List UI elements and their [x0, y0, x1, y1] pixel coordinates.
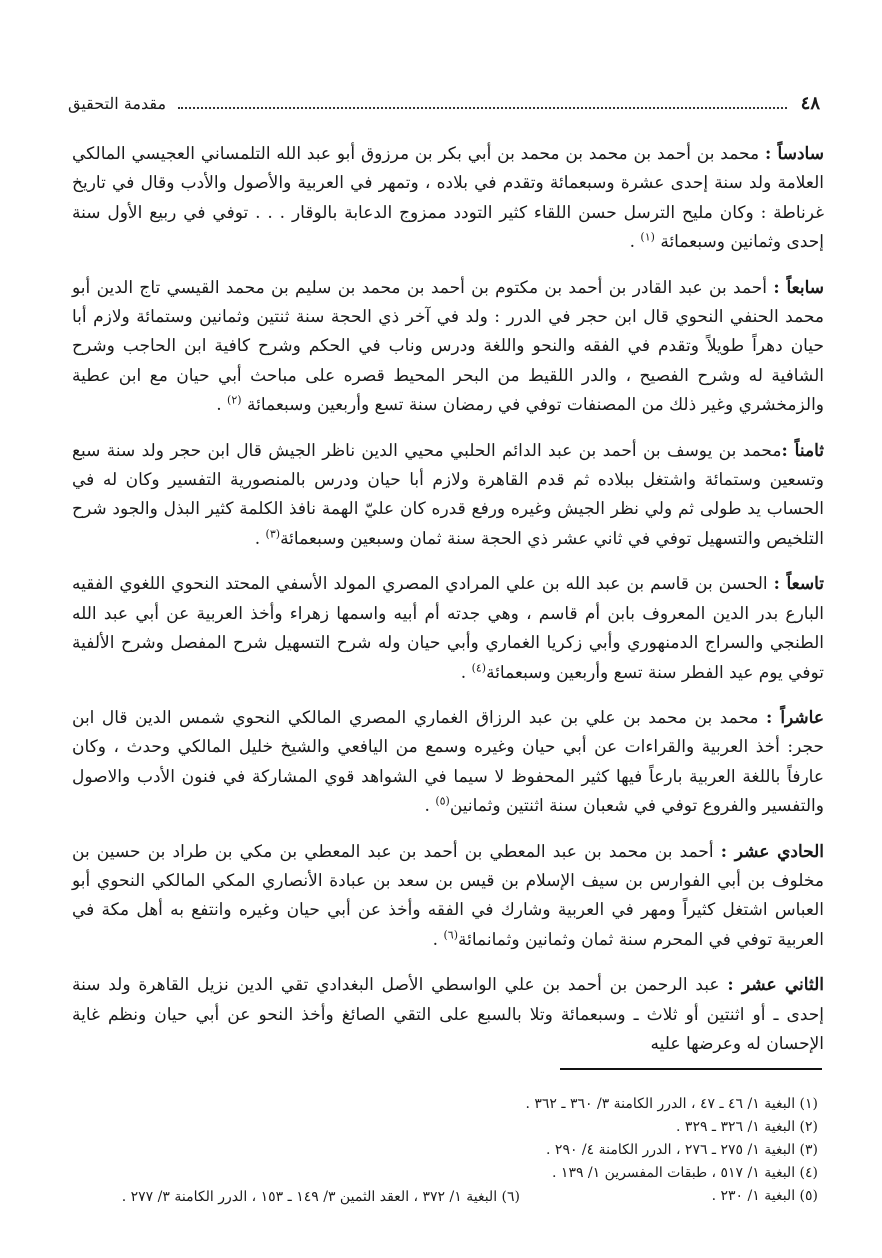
footnote-ref: (٥) [435, 794, 450, 808]
page-number: ٤٨ [800, 92, 820, 114]
paragraph-lead: الثاني عشر : [727, 975, 824, 996]
footnote-ref: (٦) [443, 928, 458, 942]
paragraph-lead: سابعاً : [773, 277, 824, 298]
paragraph-lead: سادساً : [764, 144, 824, 164]
footnote-ref: (٤) [471, 660, 487, 674]
section-title: مقدمة التحقيق [68, 93, 167, 113]
footnote-separator [560, 1068, 822, 1070]
footnote: (٤) البغية ١/ ٥١٧ ، طبقات المفسرين ١/ ١٣٩ . [552, 1165, 818, 1181]
paragraph [72, 437, 824, 555]
footnote-ref: (١) [640, 230, 655, 244]
paragraph-lead: ثامناً : [781, 440, 824, 461]
paragraph-tail: . [424, 796, 430, 817]
paragraph-text: أحمد بن عبد القادر بن أحمد بن مكتوم بن أحمد بن محمد بن سليم بن محمد القيسي تاج الدين أبو محمد الحنفي النحوي قال ابن حجر في الدرر : ولد في آخر ذي الحجة سنة ثنتين وثمانين وستمائة ولازم أبا حيان دهراً طويلاً وتقدم في الفقه والنحو واللغة ودرس وناب في الحكم وشرح كافية ابن الحاجب وشرح الشافية له وشرح الفصيح ، والدر اللقيط من البحر المحيط قصره على مباحث أبي حيان مع ابن عطية والزمخشري وغير ذلك من المصنفات توفي في رمضان سنة تسع وأربعين وسبعمائة [72, 277, 824, 416]
paragraph-text: محمد بن يوسف بن أحمد بن عبد الدائم الحلبي محيي الدين ناظر الجيش قال ابن حجر ولد سنة سبع وتسعين وستمائة واشتغل ببلاده ثم قدم القاهرة ولازم أبا حيان ودرس بالمنصورية التفسير وكان له في الحساب يد طولى ثم ولي نظر الجيش وغيره ورفع قدره كان عليّ الهمة نافذ الكلمة كثير البذل والجود شرح التلخيص والتسهيل توفي في ثاني عشر ذي الحجة سنة ثمان وسبعين وسبعمائة [72, 440, 824, 549]
paragraph [72, 570, 824, 688]
paragraph-tail: . [460, 662, 467, 683]
paragraph-text: أحمد بن محمد بن عبد المعطي بن أحمد بن عبد المعطي بن مكي بن طراد بن حسين بن مخلوف بن أبي الفوارس بن سيف الإسلام بن قيس بن سعد بن عبادة الأنصاري المكي المالكي النحوي أبو العباس اشتغل كثيراً ومهر في العربية وشارك في الفقه وأخذ عن أبي حيان وغيره وانتفع به أهل مكة في العربية توفي في المحرم سنة ثمان وثمانين وثمانمائة [72, 841, 824, 950]
footnote: (٢) البغية ١/ ٣٢٦ ـ ٣٢٩ . [676, 1119, 818, 1135]
main-text [72, 140, 824, 1075]
footnote: (٥) البغية ١/ ٢٣٠ . [711, 1188, 818, 1204]
paragraph [72, 140, 824, 258]
footnote-ref: (٢) [227, 393, 242, 407]
footnote-side: (٦) البغية ١/ ٣٧٢ ، العقد الثمين ٣/ ١٤٩ ـ ١٥٣ ، الدرر الكامنة ٣/ ٢٧٧ . [121, 1189, 520, 1205]
paragraph-tail: . [432, 929, 439, 950]
paragraph-tail: . [629, 232, 635, 253]
paragraph [72, 704, 824, 822]
paragraph [72, 838, 824, 956]
paragraph-text: محمد بن أحمد بن محمد بن محمد بن أبي بكر بن مرزوق أبو عبد الله التلمساني العجيسي المالكي العلامة ولد سنة إحدى عشرة وسبعمائة وتقدم في بلاده ، وتمهر في العربية والأصول والأدب وقال في تاريخ غرناطة : وكان مليح الترسل حسن اللقاء كثير التودد ممزوج الدعابة بالوقار . . . توفي في ربيع الأول سنة إحدى وثمانين وسبعمائة [72, 144, 824, 253]
footnote: (٣) البغية ١/ ٢٧٥ ـ ٢٧٦ ، الدرر الكامنة ٤/ ٢٩٠ . [546, 1142, 818, 1158]
header-dot-leader [178, 107, 787, 109]
paragraph-text: عبد الرحمن بن أحمد بن علي الواسطي الأصل البغدادي تقي الدين نزيل القاهرة ولد سنة إحدى ـ أو اثنتين أو ثلاث ـ وسبعمائة وتلا بالسبع على التقي الصائغ وأخذ النحو عن أبي حيان ونظم غاية الإحسان له وعرضها عليه [72, 975, 824, 1054]
running-header [68, 90, 820, 116]
paragraph-lead: تاسعاً : [773, 574, 825, 595]
paragraph-lead: عاشراً : [766, 707, 824, 728]
paragraph-tail: . [216, 395, 222, 416]
paragraph-tail: . [254, 528, 261, 549]
footnote: (١) البغية ١/ ٤٦ ـ ٤٧ ، الدرر الكامنة ٣/ ٣٦٠ ـ ٣٦٢ . [525, 1096, 818, 1112]
paragraph-text: محمد بن محمد بن علي بن عبد الرزاق الغماري المصري المالكي النحوي شمس الدين قال ابن حجر: أخذ العربية والقراءات عن أبي حيان وغيره وسمع من اليافعي والشيخ خليل المالكي وحدث ، وكان عارفاً باللغة العربية بارعاً فيها كثير المحفوظ لا سيما في الشواهد قوي المشاركة في فنون الأدب والاصول والتفسير والفروع توفي في شعبان سنة اثنتين وثمانين [72, 707, 824, 817]
paragraph [72, 274, 824, 421]
paragraph-lead: الحادي عشر : [720, 841, 825, 862]
footnote-ref: (٣) [265, 527, 281, 541]
paragraph [72, 971, 824, 1059]
paragraph-text: الحسن بن قاسم بن عبد الله بن علي المرادي المصري المولد الأسفي المحتد النحوي اللغوي الفقيه البارع بدر الدين المعروف بابن أم قاسم ، وهي جدته أم أبيه واسمها زهراء وأخذ العربية عن أبي عبد الله الطنجي والسراج الدمنهوري وأبي زكريا الغماري وأبي حيان وله شرح التسهيل شرح المفصل وشرح الألفية توفي يوم عيد الفطر سنة تسع وأربعين وسبعمائة [72, 574, 824, 683]
